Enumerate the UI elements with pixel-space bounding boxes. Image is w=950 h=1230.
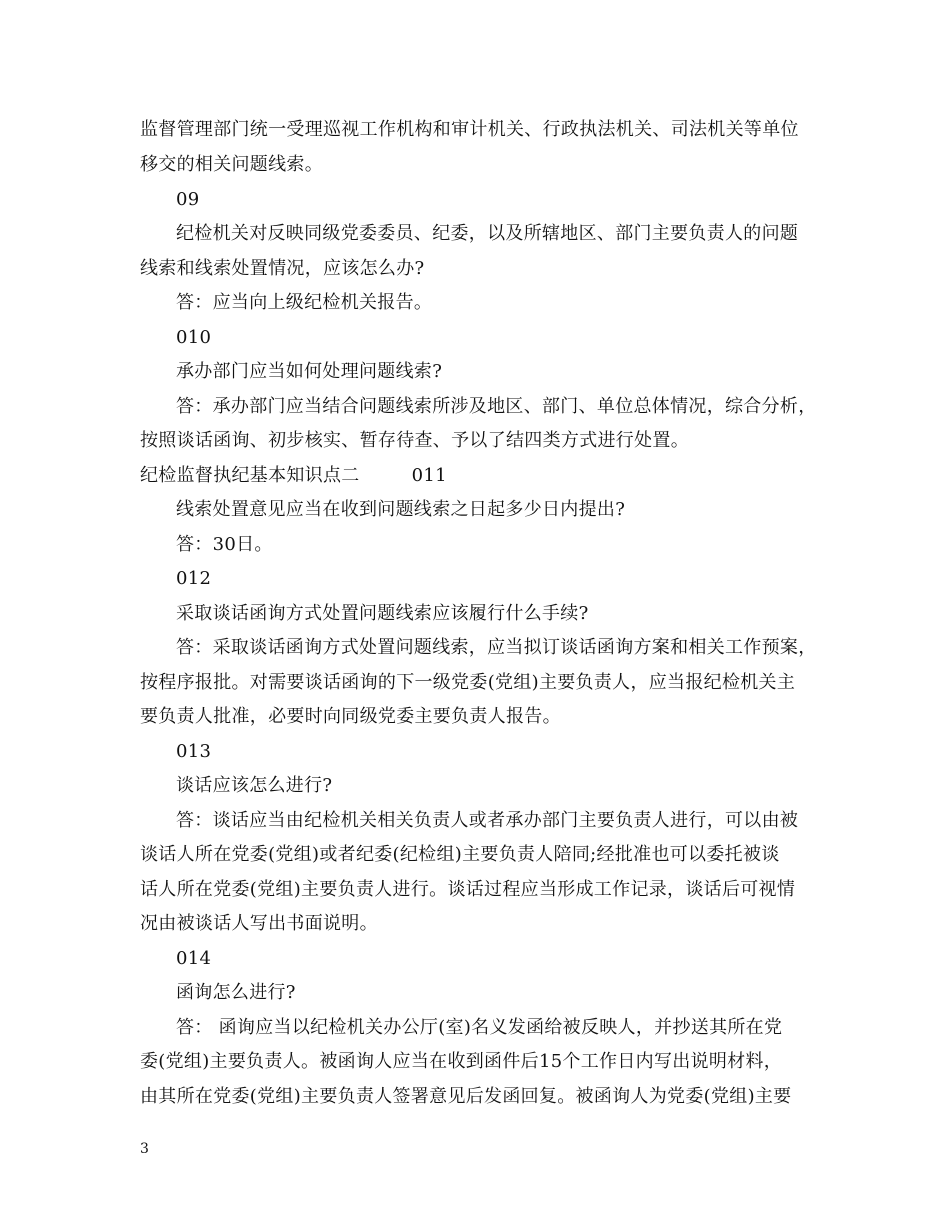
answer-text: 按程序报批。对需要谈话函询的下一级党委(党组)主要负责人，应当报纪检机关主 — [140, 672, 796, 693]
question-text: 线索和线索处置情况，应该怎么办? — [140, 258, 425, 279]
question-text: 函询怎么进行? — [176, 982, 296, 1003]
question-number: 014 — [176, 948, 212, 969]
question-number: 010 — [176, 327, 212, 348]
text-line: 监督管理部门统一受理巡视工作机构和审计机关、行政执法机关、司法机关等单位 — [140, 119, 799, 140]
answer-text: 答： 函询应当以纪检机关办公厅(室)名义发函给被反映人，并抄送其所在党 — [176, 1017, 783, 1038]
question-text: 纪检机关对反映同级党委委员、纪委，以及所辖地区、部门主要负责人的问题 — [176, 223, 799, 244]
answer-text: 答：采取谈话函询方式处置问题线索，应当拟订谈话函询方案和相关工作预案， — [176, 637, 817, 658]
answer-text: 由其所在党委(党组)主要负责人签署意见后发函回复。被函询人为党委(党组)主要 — [140, 1086, 792, 1107]
answer-text: 答：承办部门应当结合问题线索所涉及地区、部门、单位总体情况，综合分析， — [176, 396, 817, 417]
answer-text: 按照谈话函询、初步核实、暂存待查、予以了结四类方式进行处置。 — [140, 430, 689, 451]
text-line: 移交的相关问题线索。 — [140, 154, 323, 175]
section-heading-row — [140, 464, 447, 488]
answer-text: 答：应当向上级纪检机关报告。 — [176, 292, 433, 313]
answer-text: 话人所在党委(党组)主要负责人进行。谈话过程应当形成工作记录，谈话后可视情 — [140, 879, 796, 900]
answer-text: 答：30日。 — [176, 534, 273, 555]
question-text: 线索处置意见应当在收到问题线索之日起多少日内提出? — [176, 499, 626, 520]
question-text: 谈话应该怎么进行? — [176, 775, 333, 796]
answer-text: 委(党组)主要负责人。被函询人应当在收到函件后15个工作日内写出说明材料， — [140, 1051, 783, 1072]
answer-text: 要负责人批准，必要时向同级党委主要负责人报告。 — [140, 706, 561, 727]
question-number: 012 — [176, 568, 212, 589]
question-number: 011 — [411, 465, 447, 486]
question-text: 采取谈话函询方式处置问题线索应该履行什么手续? — [176, 603, 589, 624]
question-number: 09 — [176, 189, 200, 210]
answer-text: 谈话人所在党委(党组)或者纪委(纪检组)主要负责人陪同;经批准也可以委托被谈 — [140, 844, 780, 865]
question-text: 承办部门应当如何处理问题线索? — [176, 361, 443, 382]
question-number: 013 — [176, 741, 212, 762]
answer-text: 答：谈话应当由纪检机关相关负责人或者承办部门主要负责人进行，可以由被 — [176, 810, 799, 831]
section-heading: 纪检监督执纪基本知识点二 — [140, 465, 360, 486]
page-number: 3 — [140, 1141, 149, 1157]
answer-text: 况由被谈话人写出书面说明。 — [140, 913, 378, 934]
